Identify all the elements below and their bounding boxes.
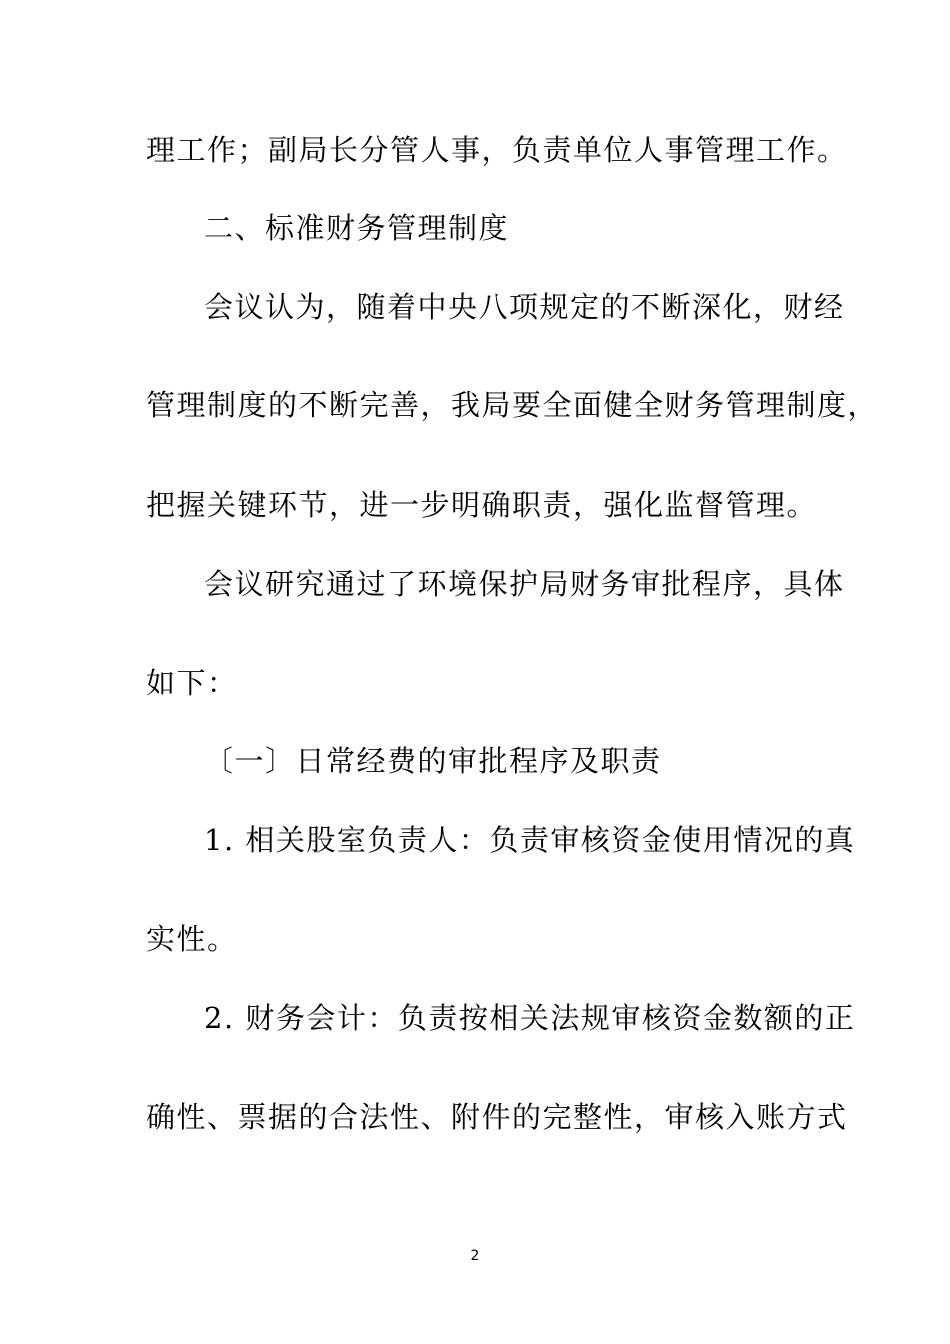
page-number: 2 [470,1248,480,1264]
body-text-line: 如下： [146,666,238,700]
body-text-line: 管理制度的不断完善，我局要全面健全财务管理制度， [146,388,879,422]
list-item: 1. 相关股室负责人：负责审核资金使用情况的真 [204,823,856,857]
body-text-line: 理工作；副局长分管人事，负责单位人事管理工作。 [146,133,848,167]
section-heading: 二、标准财务管理制度 [204,211,510,245]
body-text-line: 确性、票据的合法性、附件的完整性，审核入账方式 [146,1100,848,1134]
body-text-line: 会议认为，随着中央八项规定的不断深化，财经 [204,290,845,324]
body-text-line: 实性。 [146,922,238,956]
body-text-line: 会议研究通过了环境保护局财务审批程序，具体 [204,567,845,601]
subsection-heading: 〔一〕日常经费的审批程序及职责 [204,744,662,778]
body-text-line: 把握关键环节，进一步明确职责，强化监督管理。 [146,488,818,522]
list-item: 2. 财务会计：负责按相关法规审核资金数额的正 [204,1001,856,1035]
